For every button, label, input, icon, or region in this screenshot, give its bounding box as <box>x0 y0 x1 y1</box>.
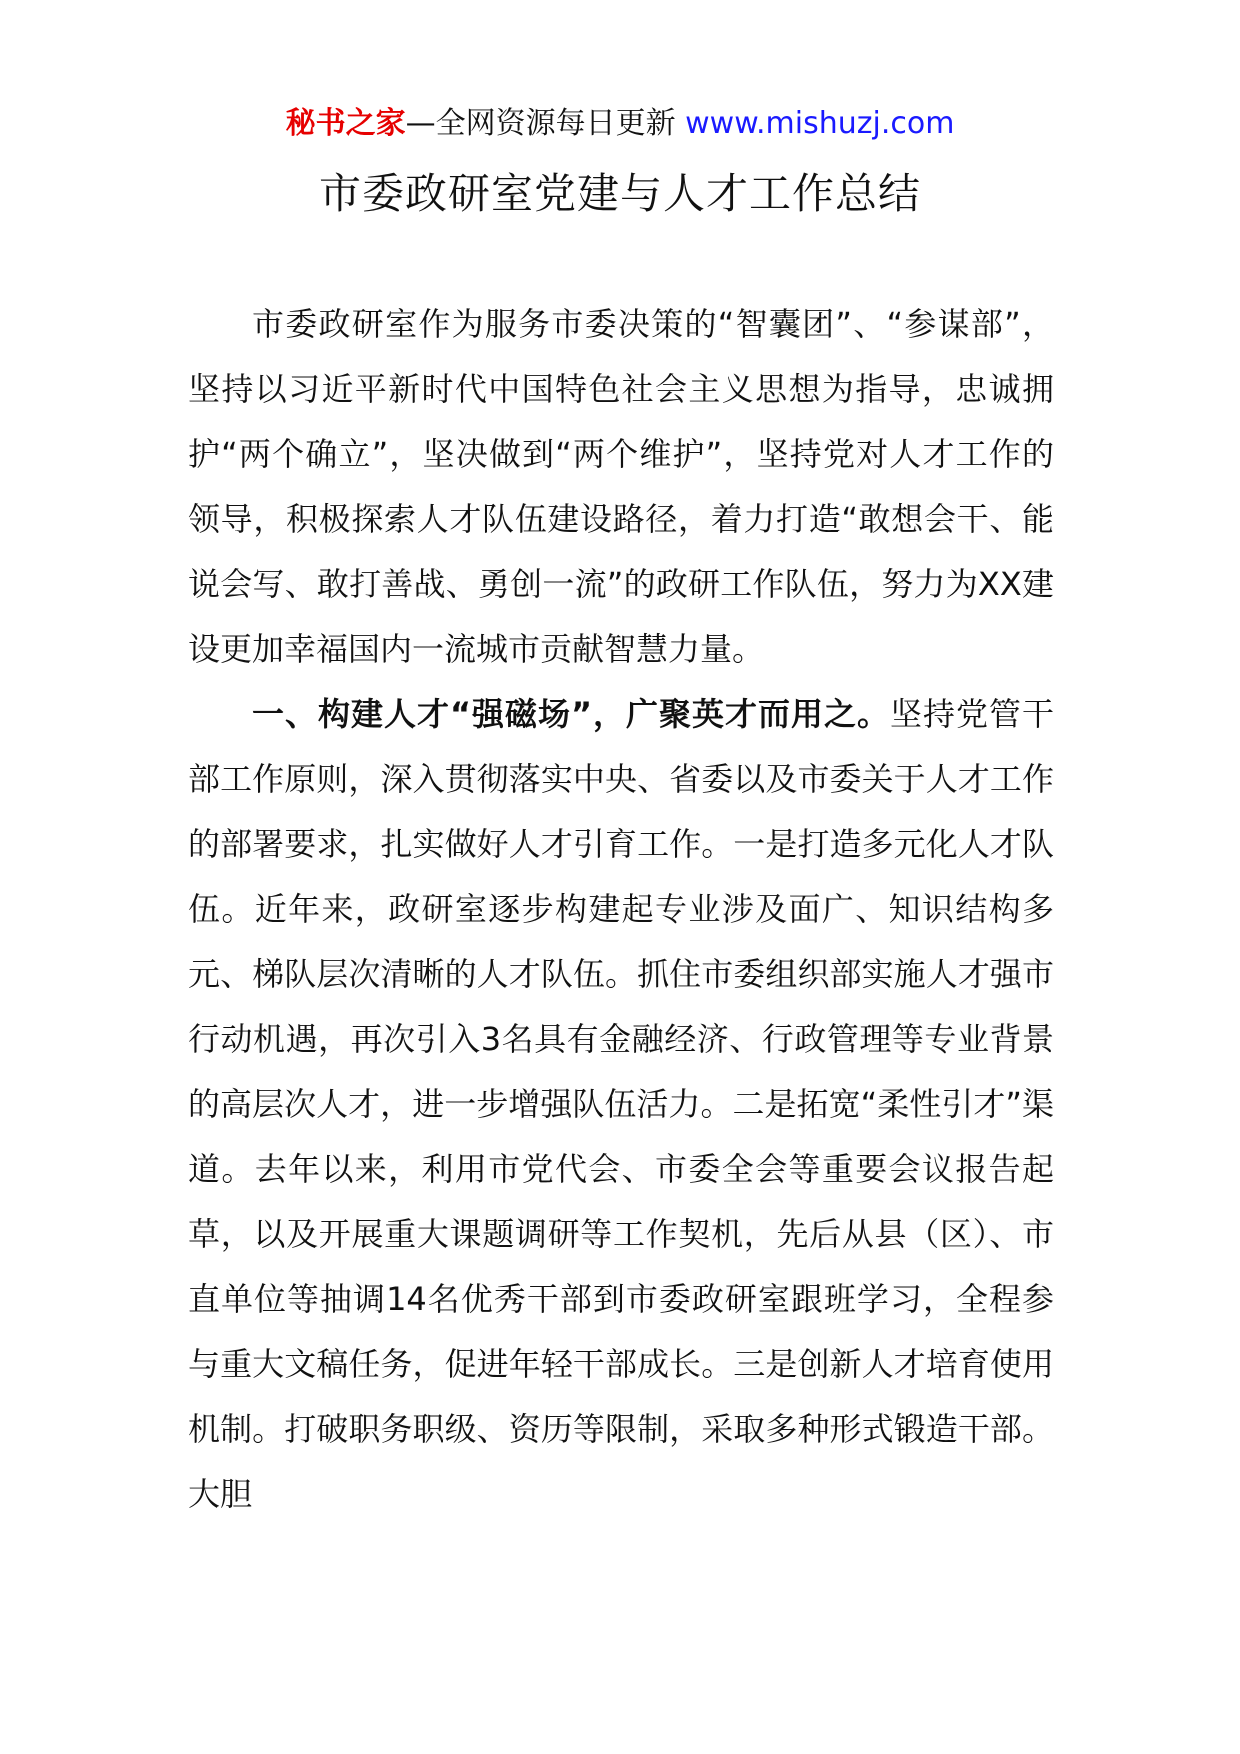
banner-slogan: —全网资源每日更新 <box>405 106 676 141</box>
section-1-paragraph <box>188 682 1054 1527</box>
site-url-link[interactable]: www.mishuzj.com <box>685 106 955 141</box>
brand-name: 秘书之家 <box>285 106 406 141</box>
site-banner <box>0 104 1240 144</box>
document-body <box>188 292 1054 1527</box>
document-title: 市委政研室党建与人才工作总结 <box>318 169 921 218</box>
intro-paragraph: 市委政研室作为服务市委决策的“智囊团”、“参谋部”，坚持以习近平新时代中国特色社会主义思想为指导，忠诚拥护“两个确立”，坚决做到“两个维护”，坚持党对人才工作的领导，积极探索人才队伍建设路径，着力打造“敢想会干、能说会写、敢打善战、勇创一流”的政研工作队伍，努力为XX建设更加幸福国内一流城市贡献智慧力量。 <box>188 305 1054 668</box>
section-1-body: 坚持党管干部工作原则，深入贯彻落实中央、省委以及市委关于人才工作的部署要求，扎实做好人才引育工作。一是打造多元化人才队伍。近年来，政研室逐步构建起专业涉及面广、知识结构多元、梯队层次清晰的人才队伍。抓住市委组织部实施人才强市行动机遇，再次引入3名具有金融经济、行政管理等专业背景的高层次人才，进一步增强队伍活力。二是拓宽“柔性引才”渠道。去年以来，利用市党代会、市委全会等重要会议报告起草，以及开展重大课题调研等工作契机，先后从县（区）、市直单位等抽调14名优秀干部到市委政研室跟班学习，全程参与重大文稿任务，促进年轻干部成长。三是创新人才培育使用机制。打破职务职级、资历等限制，采取多种形式锻造干部。大胆 <box>188 695 1054 1513</box>
section-1-heading: 一、构建人才“强磁场”，广聚英才而用之。 <box>252 695 890 733</box>
